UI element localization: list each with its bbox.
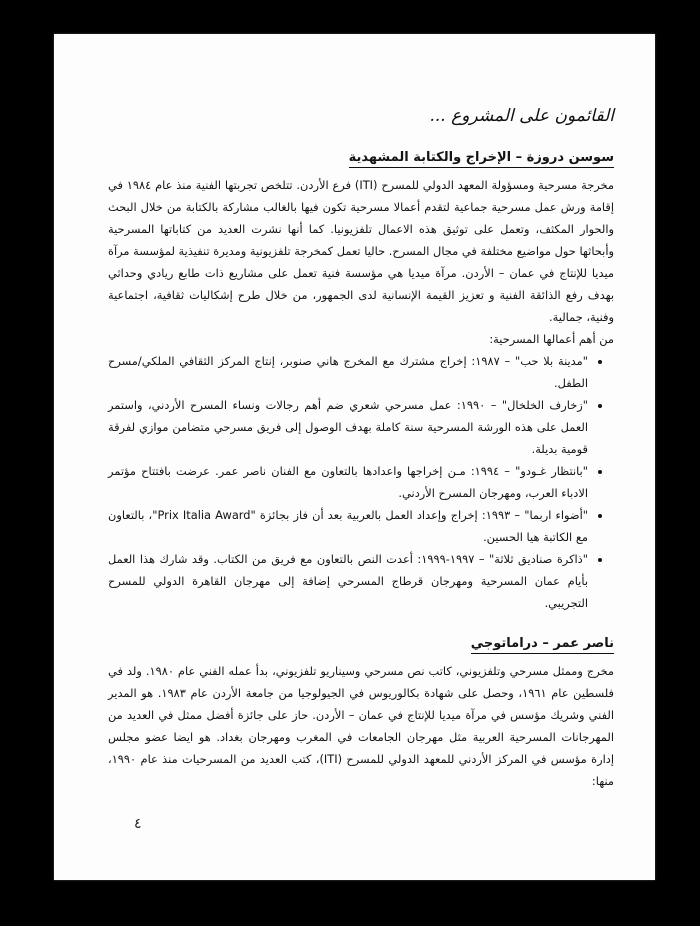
page-heading: القائمون على المشروع ...	[429, 106, 614, 126]
section-paragraph: مخرج وممثل مسرحي وتلفزيوني، كاتب نص مسرحي وسيناريو تلفزيوني، بدأ عمله الفني عام ١٩٨٠. ولد في فلسطين عام ١٩٦١، وحصل على شهادة بكالوريوس في الجيولوجيا من جامعة الأردن عام ١٩٨٣. هو المدير الفني وشريك مؤسس في مرآة ميديا للإنتاج في عمان – الأردن. حاز على جائزة أفضل ممثل في العديد من المهرجانات المسرحية العربية مثل مهرجان الجامعات في المغرب ومهرجان بغداد. هو ايضا عضو مجلس إدارة مؤسس في المركز الأردني للمعهد الدولي للمسرح (ITI)، كتب العديد من المسرحيات منذ عام ١٩٩٠، منها:	[108, 664, 614, 788]
list-item: • "مدينة بلا حب" – ١٩٨٧: إخراج مشترك مع المخرج هاني صنوبر، إنتاج المركز الثقافي الملكي/مسرح الطفل.	[108, 350, 588, 394]
document-page	[54, 34, 655, 880]
page-number: ٤	[134, 816, 142, 832]
works-intro: من أهم أعمالها المسرحية:	[489, 332, 614, 346]
section-sawsan-darwaza	[108, 146, 614, 614]
list-item: • "أضواء اربما" – ١٩٩٣: إخراج وإعداد العمل بالعربية بعد أن فاز بجائزة "Prix Italia Award"، بالتعاون مع الكاتبة هيا الحسين.	[108, 504, 588, 548]
section-title: ناصر عمر – دراماتوجي	[471, 636, 614, 654]
section-title: سوسن دروزة – الإخراج والكتابة المشهدية	[349, 150, 614, 168]
section-nasser-omar	[108, 632, 614, 792]
list-item: • "ذاكرة صناديق ثلاثة" – ١٩٩٧-١٩٩٩: أعدت النص بالتعاون مع فريق من الكتاب. وقد شارك هذا العمل بأيام عمان المسرحية ومهرجان قرطاج المسرحي إضافة إلى مهرجان القاهرة الدولي للمسرح التجريبي.	[108, 548, 588, 614]
list-item: • "بانتظار غـودو" – ١٩٩٤: مـن إخراجها واعدادها بالتعاون مع الفنان ناصر عمر. عرضت بافتتاح مؤتمر الادباء العرب، ومهرجان المسرح الأردني.	[108, 460, 588, 504]
list-item: • "زخارف الخلخال" – ١٩٩٠: عمل مسرحي شعري ضم أهم رجالات ونساء المسرح الأردني، واستمر العمل على هذه الورشة المسرحية سنة كاملة بهدف الوصول إلى فريق مسرحي متضامن موازي لفرقة قومية بديلة.	[108, 394, 588, 460]
section-paragraph: مخرجة مسرحية ومسؤولة المعهد الدولي للمسرح (ITI) فرع الأردن. تتلخص تجربتها الفنية منذ عام ١٩٨٤ في إقامة ورش عمل مسرحية جماعية لتقدم أعمالا مسرحية تكون فيها بالغالب مشاركة بالكتابة من خلال البحث والحوار المكثف، وتعمل على توثيق هذه الاعمال تلفزيونيا. كما أنها نشرت العديد من كتاباتها المسرحية وأبحاثها حول مواضيع مختلفة في مجال المسرح. حاليا تعمل كمخرجة تلفزيونية ومديرة تنفيذية لمؤسسة مرآة ميديا للإنتاج في عمان – الأردن. مرآة ميديا هي مؤسسة فنية تعمل على مشاريع ذات طابع ريادي وحداثي بهدف رفع الذائقة الفنية و تعزيز القيمة الإنسانية لدى الجمهور، من خلال طرح إشكاليات ثقافية، اجتماعية وفنية، جمالية.	[108, 178, 614, 324]
page-content	[108, 34, 614, 880]
works-list	[108, 350, 614, 614]
